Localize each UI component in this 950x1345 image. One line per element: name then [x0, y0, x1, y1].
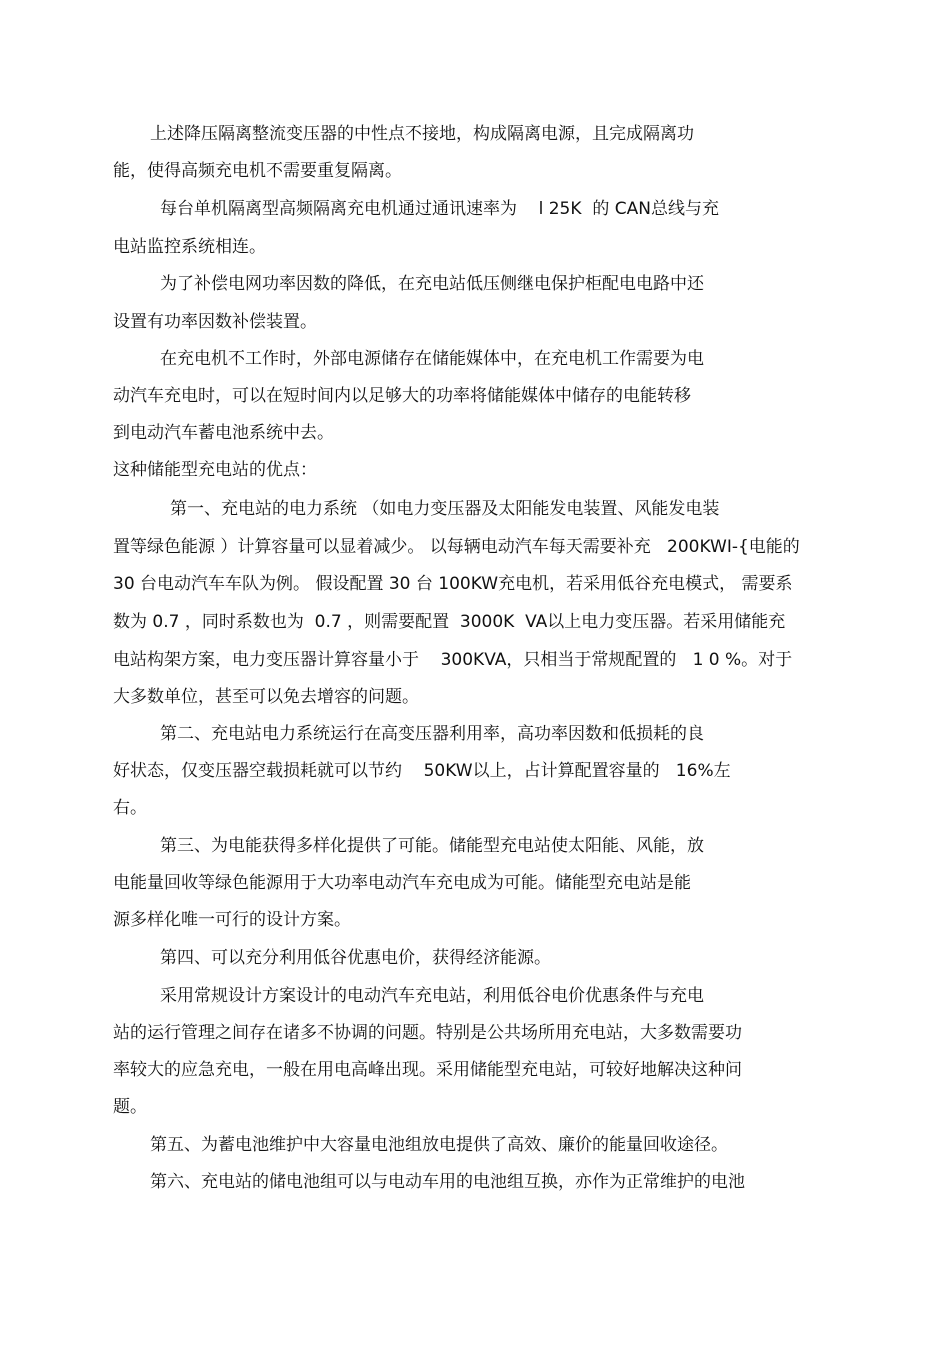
text-line: 右。	[113, 798, 147, 818]
text-line: 率较大的应急充电，一般在用电高峰出现。采用储能型充电站，可较好地解决这种问	[113, 1060, 742, 1080]
text-line: 在充电机不工作时，外部电源储存在储能媒体中，在充电机工作需要为电	[160, 349, 704, 369]
text-line: 电站监控系统相连。	[113, 237, 266, 257]
text-line: 第三、为电能获得多样化提供了可能。储能型充电站使太阳能、风能，放	[160, 836, 704, 856]
text-line: 为了补偿电网功率因数的降低，在充电站低压侧继电保护柜配电电路中还	[160, 274, 704, 294]
text-line: 第一、充电站的电力系统 （如电力变压器及太阳能发电装置、风能发电装	[170, 499, 720, 519]
text-line: 设置有功率因数补偿装置。	[113, 312, 317, 332]
text-line: 能，使得高频充电机不需要重复隔离。	[113, 161, 402, 181]
text-line: 动汽车充电时，可以在短时间内以足够大的功率将储能媒体中储存的电能转移	[113, 386, 691, 406]
text-line: 好状态，仅变压器空载损耗就可以节约 50KW以上，占计算配置容量的 16%左	[113, 761, 731, 781]
text-line: 数为 0.7 ，同时系数也为 0.7 ，则需要配置 3000K VA以上电力变压器。若采用储能充	[113, 612, 786, 632]
text-line: 上述降压隔离整流变压器的中性点不接地，构成隔离电源，且完成隔离功	[150, 124, 694, 144]
text-line: 置等绿色能源 ）计算容量可以显着减少。 以每辆电动汽车每天需要补充 200KWI-{电能的	[113, 537, 800, 557]
text-line: 题。	[113, 1097, 147, 1117]
text-line: 采用常规设计方案设计的电动汽车充电站，利用低谷电价优惠条件与充电	[160, 986, 704, 1006]
text-line: 电能量回收等绿色能源用于大功率电动汽车充电成为可能。储能型充电站是能	[113, 873, 691, 893]
text-line: 第四、可以充分利用低谷优惠电价，获得经济能源。	[160, 948, 551, 968]
text-line: 源多样化唯一可行的设计方案。	[113, 910, 351, 930]
text-line: 第六、充电站的储电池组可以与电动车用的电池组互换，亦作为正常维护的电池	[150, 1172, 745, 1192]
text-line: 站的运行管理之间存在诸多不协调的问题。特别是公共场所用充电站，大多数需要功	[113, 1023, 742, 1043]
text-line: 第二、充电站电力系统运行在高变压器利用率，高功率因数和低损耗的良	[160, 724, 704, 744]
text-line: 第五、为蓄电池维护中大容量电池组放电提供了高效、廉价的能量回收途径。	[150, 1135, 728, 1155]
text-line: 大多数单位，甚至可以免去增容的问题。	[113, 687, 419, 707]
text-line: 30 台电动汽车车队为例。 假设配置 30 台 100KW充电机，若采用低谷充电模式， 需要系	[113, 574, 793, 594]
text-line: 电站构架方案，电力变压器计算容量小于 300KVA，只相当于常规配置的 1 0 %。对于	[113, 650, 793, 670]
text-line: 每台单机隔离型高频隔离充电机通过通讯速率为 l 25K 的 CAN总线与充	[160, 199, 719, 219]
text-line: 到电动汽车蓄电池系统中去。	[113, 423, 334, 443]
text-line: 这种储能型充电站的优点：	[113, 460, 317, 480]
